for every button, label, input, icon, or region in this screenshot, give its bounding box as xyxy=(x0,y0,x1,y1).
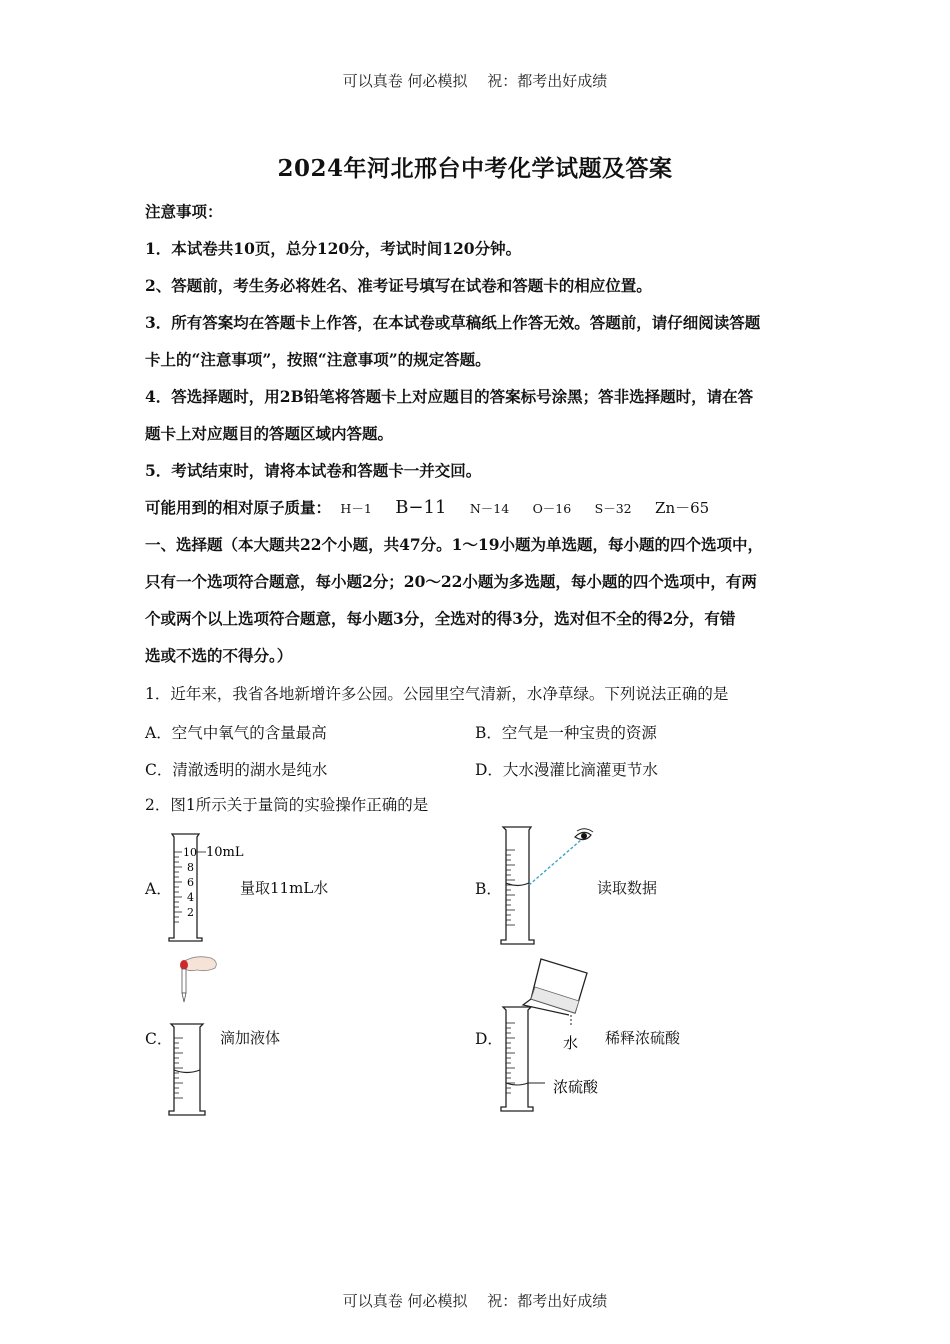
tick-label: 2 xyxy=(187,906,194,919)
q2-option-b-text: 读取数据 xyxy=(597,879,658,897)
cylinder-a-mark-label: 10mL xyxy=(206,845,244,860)
beaker-icon xyxy=(523,959,587,1015)
notice-item-3b: 卡上的“注意事项”，按照“注意事项”的规定答题。 xyxy=(145,350,491,369)
q2-option-c-letter: C． xyxy=(145,1030,173,1048)
acid-label: 浓硫酸 xyxy=(553,1078,599,1096)
tick-label: 4 xyxy=(187,891,194,904)
q1-option-c: C．清澈透明的湖水是纯水 xyxy=(145,761,328,779)
cylinder-a-illustration xyxy=(160,830,250,945)
section1-line4: 选或不选的不得分。） xyxy=(145,646,293,665)
mass-o: O－16 xyxy=(532,501,572,516)
q1-option-b: B．空气是一种宝贵的资源 xyxy=(475,724,657,742)
mass-s: S－32 xyxy=(594,501,632,516)
cylinder-c-illustration xyxy=(165,950,230,1122)
section1-line1: 一、选择题（本大题共22个小题，共47分。1～19小题为单选题，每小题的四个选项中， xyxy=(145,535,763,554)
q2-option-d-letter: D． xyxy=(475,1030,503,1048)
page-title: 2024年河北邢台中考化学试题及答案 xyxy=(277,155,673,182)
q2-option-c-text: 滴加液体 xyxy=(220,1029,281,1047)
tick-label: 6 xyxy=(187,876,194,889)
q1-option-d: D．大水漫灌比滴灌更节水 xyxy=(475,761,658,779)
q2-option-b-letter: B． xyxy=(475,880,502,898)
notice-heading: 注意事项： xyxy=(145,202,223,221)
section1-line3: 个或两个以上选项符合题意，每小题3分，全选对的得3分，选对但不全的得2分，有错 xyxy=(145,609,736,628)
notice-item-4a: 4．答选择题时，用2B铅笔将答题卡上对应题目的答案标号涂黑；答非选择题时，请在答 xyxy=(145,387,754,406)
hand-dropper-icon xyxy=(180,957,216,1002)
notice-item-1: 1．本试卷共10页，总分120分，考试时间120分钟。 xyxy=(145,239,522,258)
mass-zn: Zn－65 xyxy=(655,499,710,517)
atomic-mass-label: 可能用到的相对原子质量： xyxy=(145,498,332,517)
notice-item-3a: 3．所有答案均在答题卡上作答，在本试卷或草稿纸上作答无效。答题前，请仔细阅读答题 xyxy=(145,313,761,332)
notice-item-2: 2、答题前，考生务必将姓名、准考证号填写在试卷和答题卡的相应位置。 xyxy=(145,276,652,295)
cylinder-d-illustration xyxy=(495,955,605,1115)
tick-label: 8 xyxy=(187,861,194,874)
notice-item-5: 5．考试结束时，请将本试卷和答题卡一并交回。 xyxy=(145,461,482,480)
q2-stem: 2．图1所示关于量筒的实验操作正确的是 xyxy=(145,796,429,814)
page-header: 可以真卷 何必模拟 祝：都考出好成绩 xyxy=(342,72,608,90)
section1-line2: 只有一个选项符合题意，每小题2分；20～22小题为多选题，每小题的四个选项中，有两 xyxy=(145,572,757,591)
cylinder-b-illustration xyxy=(495,825,605,950)
mass-b: B−11 xyxy=(395,497,447,518)
q2-option-a-text: 量取11mL水 xyxy=(240,879,329,897)
q2-option-d-text: 稀释浓硫酸 xyxy=(605,1029,681,1047)
q1-option-a: A．空气中氧气的含量最高 xyxy=(145,724,327,742)
eye-icon xyxy=(575,829,593,840)
atomic-mass-line xyxy=(145,489,810,527)
notice-item-4b: 题卡上对应题目的答题区域内答题。 xyxy=(145,424,394,443)
tick-label: 10 xyxy=(183,846,197,859)
water-label: 水 xyxy=(563,1034,579,1052)
mass-n: N－14 xyxy=(469,501,510,516)
mass-h: H－1 xyxy=(340,501,372,516)
q1-stem: 1．近年来，我省各地新增许多公园。公园里空气清新，水净草绿。下列说法正确的是 xyxy=(145,685,729,703)
q2-option-a-letter: A． xyxy=(145,880,172,898)
page-footer: 可以真卷 何必模拟 祝：都考出好成绩 xyxy=(342,1292,608,1310)
